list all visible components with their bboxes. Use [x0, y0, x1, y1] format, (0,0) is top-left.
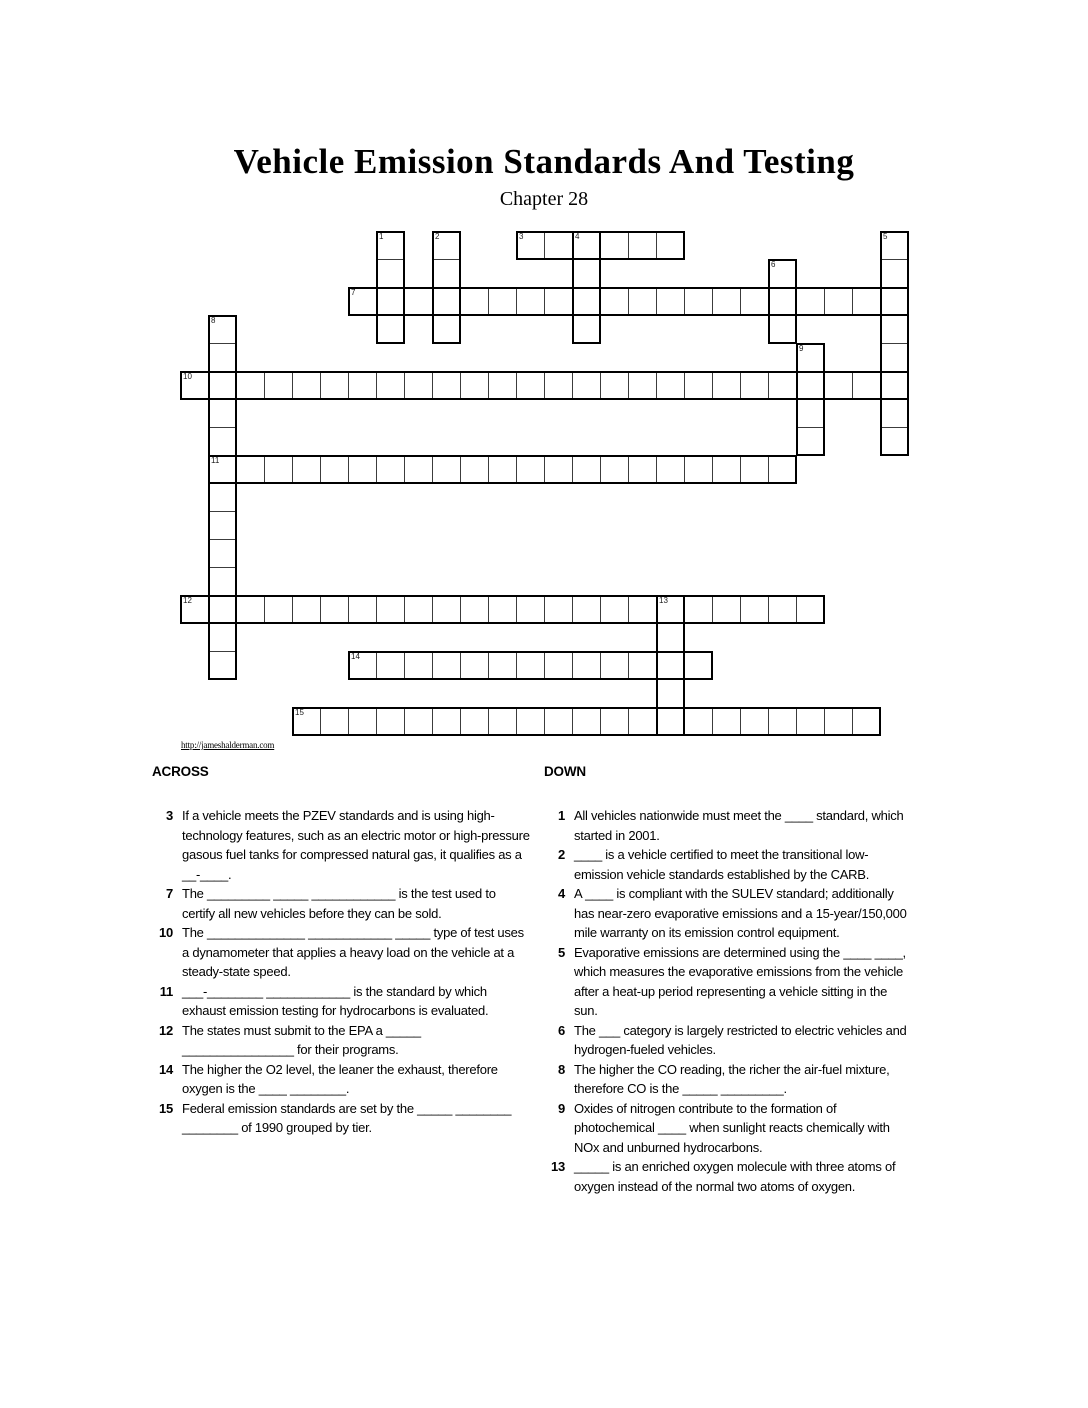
- clue-text: The higher the CO reading, the richer the air-fuel mixture, therefore CO is the _____ _________.: [574, 1061, 890, 1096]
- grid-cell[interactable]: [740, 371, 769, 400]
- grid-cell[interactable]: [768, 707, 797, 736]
- grid-clue-number: 14: [351, 652, 360, 661]
- grid-clue-number: 15: [295, 708, 304, 717]
- clue-text: Federal emission standards are set by the _____ ________ ________ of 1990 grouped by tier.: [182, 1100, 512, 1135]
- grid-cell[interactable]: [292, 371, 321, 400]
- grid-cell[interactable]: [572, 455, 601, 484]
- grid-cell[interactable]: [208, 567, 237, 596]
- clue-list-number: 15: [159, 1100, 173, 1116]
- grid-cell[interactable]: [824, 371, 853, 400]
- grid-cell[interactable]: [460, 651, 489, 680]
- clue-text: The ___ category is largely restricted to electric vehicles and hydrogen-fueled vehicles.: [574, 1022, 907, 1057]
- grid-cell[interactable]: [208, 427, 237, 456]
- grid-cell[interactable]: [768, 595, 797, 624]
- clue-text: A ____ is compliant with the SULEV standard; additionally has near-zero evaporative emissions and a 15-year/150,000 mile warranty on its emission control equipment.: [574, 886, 907, 940]
- clue-list-number: 13: [551, 1159, 565, 1174]
- grid-cell[interactable]: [348, 455, 377, 484]
- grid-cell[interactable]: [488, 595, 517, 624]
- grid-cell[interactable]: [208, 483, 237, 512]
- clue-list-number: 2: [558, 847, 565, 862]
- grid-cell[interactable]: [628, 371, 657, 400]
- grid-cell[interactable]: [628, 651, 657, 680]
- grid-cell[interactable]: [460, 287, 489, 316]
- clue-text: Oxides of nitrogen contribute to the formation of photochemical ____ when sunlight reacts chemically with NOx and unburned hydrocarbons.: [574, 1100, 890, 1155]
- grid-cell[interactable]: [488, 287, 517, 316]
- grid-cell[interactable]: [432, 287, 461, 316]
- grid-cell[interactable]: [376, 287, 405, 316]
- grid-cell[interactable]: [264, 371, 293, 400]
- grid-cell[interactable]: [880, 287, 909, 316]
- clue-text: Evaporative emissions are determined using the ____ ____, which measures the evaporative emissions from the vehicle after a heat-up period representing a vehicle sitting in the sun.: [574, 944, 906, 1018]
- across-header: ACROSS: [152, 764, 209, 779]
- grid-cell[interactable]: [376, 651, 405, 680]
- grid-cell[interactable]: [376, 455, 405, 484]
- grid-cell[interactable]: [824, 707, 853, 736]
- across-clue: [152, 1060, 544, 1099]
- grid-cell[interactable]: [516, 455, 545, 484]
- across-section: [152, 764, 544, 1138]
- grid-cell[interactable]: [768, 315, 797, 344]
- grid-cell[interactable]: [796, 399, 825, 428]
- grid-cell[interactable]: [768, 455, 797, 484]
- grid-clue-number: 8: [211, 316, 216, 325]
- grid-clue-number: 2: [435, 232, 440, 241]
- grid-cell[interactable]: [544, 455, 573, 484]
- clue-text: The states must submit to the EPA a _____ ________________ for their programs.: [182, 1022, 421, 1057]
- clue-list-number: 5: [558, 944, 565, 960]
- grid-clue-number: 10: [183, 372, 192, 381]
- grid-clue-number: 9: [799, 344, 804, 353]
- grid-cell[interactable]: [656, 231, 685, 260]
- grid-cell[interactable]: [544, 651, 573, 680]
- grid-cell[interactable]: [712, 455, 741, 484]
- grid-cell[interactable]: [712, 707, 741, 736]
- grid-cell[interactable]: [320, 455, 349, 484]
- down-clue: [544, 1099, 936, 1158]
- grid-cell[interactable]: [208, 511, 237, 540]
- clue-list-number: 9: [558, 1100, 565, 1116]
- grid-cell[interactable]: [656, 455, 685, 484]
- across-clue: [152, 1099, 544, 1138]
- grid-cell[interactable]: [572, 287, 601, 316]
- grid-cell[interactable]: [656, 595, 685, 624]
- grid-clue-number: 3: [519, 232, 524, 241]
- grid-cell[interactable]: [488, 455, 517, 484]
- down-clue: [544, 806, 936, 845]
- grid-cell[interactable]: [544, 231, 573, 260]
- grid-cell[interactable]: [208, 651, 237, 680]
- grid-cell[interactable]: [320, 595, 349, 624]
- grid-cell[interactable]: [488, 707, 517, 736]
- grid-cell[interactable]: [600, 707, 629, 736]
- grid-cell[interactable]: [684, 595, 713, 624]
- grid-cell[interactable]: [208, 343, 237, 372]
- grid-cell[interactable]: [208, 371, 237, 400]
- grid-cell[interactable]: [404, 371, 433, 400]
- grid-cell[interactable]: [656, 371, 685, 400]
- grid-cell[interactable]: [768, 287, 797, 316]
- grid-cell[interactable]: [852, 707, 881, 736]
- grid-cell[interactable]: [656, 623, 685, 652]
- grid-cell[interactable]: [600, 231, 629, 260]
- clue-text: If a vehicle meets the PZEV standards and is using high-technology features, such as an electric motor or high-pressure gasous fuel tanks for compressed natural gas, it qualifies as a __-____.: [182, 808, 530, 882]
- page-subtitle: Chapter 28: [499, 188, 589, 210]
- grid-cell[interactable]: [628, 231, 657, 260]
- grid-cell[interactable]: [740, 455, 769, 484]
- grid-cell[interactable]: [712, 371, 741, 400]
- grid-cell[interactable]: [796, 595, 825, 624]
- grid-cell[interactable]: [432, 707, 461, 736]
- grid-cell[interactable]: [264, 455, 293, 484]
- clue-text: The ______________ ____________ _____ type of test uses a dynamometer that applies a heavy load on the vehicle at a steady-state speed.: [182, 925, 524, 979]
- grid-cell[interactable]: [572, 595, 601, 624]
- grid-clue-number: 6: [771, 260, 776, 269]
- grid-cell[interactable]: [544, 595, 573, 624]
- grid-cell[interactable]: [208, 455, 237, 484]
- grid-cell[interactable]: [572, 707, 601, 736]
- grid-cell[interactable]: [852, 287, 881, 316]
- grid-cell[interactable]: [796, 707, 825, 736]
- grid-cell[interactable]: [628, 595, 657, 624]
- grid-cell[interactable]: [516, 595, 545, 624]
- grid-cell[interactable]: [292, 455, 321, 484]
- grid-cell[interactable]: [796, 371, 825, 400]
- grid-cell[interactable]: [796, 287, 825, 316]
- grid-cell[interactable]: [236, 371, 265, 400]
- grid-cell[interactable]: [628, 707, 657, 736]
- grid-cell[interactable]: [432, 595, 461, 624]
- grid-cell[interactable]: [404, 707, 433, 736]
- grid-cell[interactable]: [236, 595, 265, 624]
- grid-cell[interactable]: [208, 399, 237, 428]
- grid-cell[interactable]: [460, 455, 489, 484]
- grid-cell[interactable]: [348, 287, 377, 316]
- clue-list-number: 10: [159, 925, 173, 940]
- grid-cell[interactable]: [208, 595, 237, 624]
- grid-cell[interactable]: [460, 371, 489, 400]
- clue-list-number: 7: [166, 886, 173, 901]
- down-section: [544, 764, 936, 1196]
- grid-cell[interactable]: [516, 287, 545, 316]
- across-clue: [152, 982, 544, 1021]
- grid-cell[interactable]: [348, 651, 377, 680]
- grid-cell[interactable]: [880, 427, 909, 456]
- grid-cell[interactable]: [516, 231, 545, 260]
- across-clue: [152, 884, 544, 923]
- crossword-grid: [180, 231, 909, 736]
- grid-cell[interactable]: [488, 371, 517, 400]
- grid-cell[interactable]: [292, 595, 321, 624]
- grid-cell[interactable]: [348, 371, 377, 400]
- grid-cell[interactable]: [320, 371, 349, 400]
- grid-cell[interactable]: [684, 455, 713, 484]
- grid-cell[interactable]: [684, 371, 713, 400]
- grid-cell[interactable]: [656, 707, 685, 736]
- grid-cell[interactable]: [404, 595, 433, 624]
- clue-text: The _________ _____ ____________ is the test used to certify all new vehicles before they can be sold.: [182, 886, 496, 921]
- grid-cell[interactable]: [684, 651, 713, 680]
- grid-cell[interactable]: [292, 707, 321, 736]
- clue-list-number: 11: [159, 983, 173, 999]
- grid-cell[interactable]: [432, 231, 461, 260]
- grid-cell[interactable]: [572, 315, 601, 344]
- grid-cell[interactable]: [656, 651, 685, 680]
- grid-clue-number: 11: [211, 456, 220, 465]
- clue-text: ____ is a vehicle certified to meet the transitional low-emission vehicle standards established by the CARB.: [574, 847, 870, 882]
- across-clue: [152, 923, 544, 982]
- grid-cell[interactable]: [544, 371, 573, 400]
- grid-clue-number: 7: [351, 288, 356, 297]
- grid-cell[interactable]: [432, 651, 461, 680]
- grid-cell[interactable]: [712, 595, 741, 624]
- grid-cell[interactable]: [376, 231, 405, 260]
- grid-cell[interactable]: [376, 595, 405, 624]
- grid-cell[interactable]: [768, 259, 797, 288]
- grid-cell[interactable]: [376, 371, 405, 400]
- grid-cell[interactable]: [516, 651, 545, 680]
- grid-cell[interactable]: [404, 455, 433, 484]
- grid-clue-number: 4: [575, 232, 580, 241]
- grid-cell[interactable]: [376, 707, 405, 736]
- grid-cell[interactable]: [796, 427, 825, 456]
- grid-cell[interactable]: [180, 595, 209, 624]
- grid-cell[interactable]: [684, 287, 713, 316]
- grid-cell[interactable]: [180, 371, 209, 400]
- grid-clue-number: 1: [379, 232, 384, 241]
- grid-cell[interactable]: [460, 707, 489, 736]
- across-clue: [152, 1021, 544, 1060]
- grid-clue-number: 13: [659, 596, 668, 605]
- grid-cell[interactable]: [824, 287, 853, 316]
- clue-text: All vehicles nationwide must meet the ____ standard, which started in 2001.: [574, 808, 904, 843]
- grid-cell[interactable]: [572, 231, 601, 260]
- across-clues: [152, 806, 544, 1138]
- grid-cell[interactable]: [488, 651, 517, 680]
- grid-cell[interactable]: [740, 707, 769, 736]
- page-title: Vehicle Emission Standards And Testing: [233, 142, 855, 181]
- grid-cell[interactable]: [208, 623, 237, 652]
- grid-cell[interactable]: [600, 651, 629, 680]
- grid-cell[interactable]: [432, 259, 461, 288]
- grid-cell[interactable]: [628, 287, 657, 316]
- grid-cell[interactable]: [880, 259, 909, 288]
- grid-cell[interactable]: [432, 315, 461, 344]
- grid-cell[interactable]: [880, 231, 909, 260]
- grid-cell[interactable]: [544, 707, 573, 736]
- grid-cell[interactable]: [600, 595, 629, 624]
- down-header: DOWN: [544, 764, 586, 779]
- clue-list-number: 8: [558, 1061, 565, 1077]
- grid-cell[interactable]: [376, 259, 405, 288]
- clue-text: ___-________ ____________ is the standard by which exhaust emission testing for hydrocarbons is evaluated.: [182, 983, 489, 1018]
- grid-cell[interactable]: [656, 287, 685, 316]
- page-header: [0, 143, 1088, 211]
- grid-cell[interactable]: [880, 343, 909, 372]
- down-clue: [544, 1060, 936, 1099]
- clue-text: _____ is an enriched oxygen molecule with three atoms of oxygen instead of the normal two atoms of oxygen.: [574, 1159, 896, 1194]
- clue-list-number: 3: [166, 808, 173, 823]
- grid-cell[interactable]: [348, 595, 377, 624]
- grid-cell[interactable]: [880, 399, 909, 428]
- across-clue: [152, 806, 544, 884]
- clue-list-number: 1: [558, 808, 565, 823]
- grid-cell[interactable]: [320, 707, 349, 736]
- down-clue: [544, 1021, 936, 1060]
- grid-cell[interactable]: [460, 595, 489, 624]
- grid-cell[interactable]: [516, 371, 545, 400]
- grid-cell[interactable]: [768, 371, 797, 400]
- clue-list-number: 14: [159, 1061, 173, 1077]
- grid-cell[interactable]: [544, 287, 573, 316]
- grid-cell[interactable]: [600, 371, 629, 400]
- grid-cell[interactable]: [376, 315, 405, 344]
- grid-cell[interactable]: [740, 287, 769, 316]
- grid-cell[interactable]: [600, 455, 629, 484]
- grid-cell[interactable]: [880, 371, 909, 400]
- grid-cell[interactable]: [572, 651, 601, 680]
- grid-cell[interactable]: [740, 595, 769, 624]
- grid-cell[interactable]: [852, 371, 881, 400]
- grid-clue-number: 5: [883, 232, 888, 241]
- grid-cell[interactable]: [348, 707, 377, 736]
- grid-cell[interactable]: [684, 707, 713, 736]
- grid-cell[interactable]: [572, 259, 601, 288]
- clue-list-number: 4: [558, 886, 565, 901]
- grid-cell[interactable]: [880, 315, 909, 344]
- grid-cell[interactable]: [628, 455, 657, 484]
- grid-cell[interactable]: [516, 707, 545, 736]
- grid-cell[interactable]: [656, 679, 685, 708]
- down-clue: [544, 1157, 936, 1196]
- grid-cell[interactable]: [404, 651, 433, 680]
- grid-cell[interactable]: [264, 595, 293, 624]
- source-link[interactable]: http://jameshalderman.com: [181, 740, 275, 750]
- grid-clue-number: 12: [183, 596, 192, 605]
- clue-text: The higher the O2 level, the leaner the exhaust, therefore oxygen is the ____ ________.: [182, 1061, 498, 1096]
- grid-cell[interactable]: [796, 343, 825, 372]
- grid-cell[interactable]: [432, 371, 461, 400]
- grid-cell[interactable]: [712, 287, 741, 316]
- down-clue: [544, 845, 936, 884]
- grid-cell[interactable]: [208, 539, 237, 568]
- down-clue: [544, 943, 936, 1021]
- grid-cell[interactable]: [208, 315, 237, 344]
- grid-cell[interactable]: [404, 287, 433, 316]
- down-clue: [544, 884, 936, 943]
- grid-cell[interactable]: [572, 371, 601, 400]
- grid-cell[interactable]: [432, 455, 461, 484]
- down-clues: [544, 806, 936, 1196]
- grid-cell[interactable]: [600, 287, 629, 316]
- grid-cell[interactable]: [236, 455, 265, 484]
- clue-list-number: 12: [159, 1022, 173, 1038]
- clue-list-number: 6: [558, 1022, 565, 1038]
